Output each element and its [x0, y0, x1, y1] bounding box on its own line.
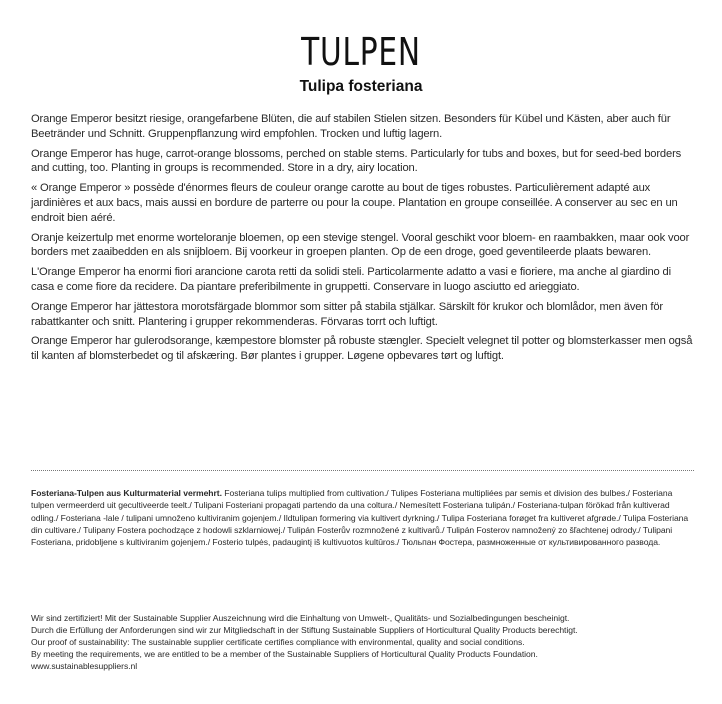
- description-sv: Orange Emperor har jättestora morotsfärgade blommor som sitter på stabila stjälkar. Särskilt för krukor och blomlådor, men även för rabattkanter och snitt. Plantering i grupper rekommenderas. Förvaras torrt och luftigt.: [31, 300, 663, 328]
- certification-line-de-2: Durch die Erfüllung der Anforderungen sind wir zur Mitgliedschaft in der Stiftung Sustainable Suppliers of Horticultural Quality Products berechtigt.: [31, 625, 578, 636]
- description-en: Orange Emperor has huge, carrot-orange blossoms, perched on stable stems. Particularly for tubs and boxes, but for seed-bed borders and cutting, too. Planting in groups is recommended. Store in a dry, airy location.: [31, 147, 682, 175]
- description-fr: « Orange Emperor » possède d'énormes fleurs de couleur orange carotte au bout de tiges robustes. Particulièrement adapté aux jardinières et aux bacs, mais aussi en bordure de parterre ou pour la coupe. Plantation en groupe conseillée. A conserver au sec en un endroit bien aéré.: [31, 182, 678, 224]
- certification-line-en-1: Our proof of sustainability: The sustainable supplier certificate certifies compliance with environmental, quality and social conditions.: [31, 637, 525, 648]
- description-list: [31, 112, 696, 369]
- certification-line-en-2: By meeting the requirements, we are entitled to be a member of the Sustainable Suppliers of Horticultural Quality Products Foundation.: [31, 649, 538, 660]
- dotted-divider: [31, 470, 694, 471]
- description-nl: Oranje keizertulp met enorme worteloranje bloemen, op een stevige stengel. Vooral geschikt voor bloem- en raambakken, maar ook voor borders met zaaibedden en als snijbloem. Bij voorkeur in groepen planten. Op de een droge, goed geventileerde plaats bewaren.: [31, 231, 690, 259]
- certification-note: [31, 612, 696, 672]
- multiplication-note: [31, 487, 696, 548]
- description-de: Orange Emperor besitzt riesige, orangefarbene Blüten, die auf stabilen Stielen sitzen. Besonders für Kübel und Kästen, aber auch für Beetränder und Schnitt. Gruppenpflanzung wird empfohlen. Trocken und luftig lagern.: [31, 113, 671, 140]
- botanical-name: Tulipa fosteriana: [299, 78, 423, 95]
- certification-line-de-1: Wir sind zertifiziert! Mit der Sustainable Supplier Auszeichnung wird die Einhaltung von Umwelt-, Qualitäts- und Sozialbedingungen bescheinigt.: [31, 613, 570, 623]
- description-it: L'Orange Emperor ha enormi fiori arancione carota retti da solidi steli. Particolarmente adatto a vasi e fioriere, ma anche al giardino di casa e come fiore da recidere. Da piantare preferibilmente in gruppetti. Conservare in luogo asciutto ed arieggiato.: [31, 266, 671, 293]
- multiplication-note-text: Fosteriana tulips multiplied from cultivation./ Tulipes Fosteriana multipliées par semis et division des bulbes./ Fosteriana tulpen vermeerderd uit gecultiveerde teelt./ Tulipani Fosteriani propagati partendo da una coltura./ Nemesített Fosteriana tulipán./ Fosteriana-tulpan förökad från kultiverad odling./ Fosteriana -lale / tulipani umnoženo kultiviranim gojenjem./ Ildtulipan formering via kultivert dyrkning./ Tulipa Fosteriana forøget fra kultiveret afgrøde./ Tulipa Fosteriana din cultivare./ Tulipany Fostera pochodzące z hodowli szklarniowej./ Tulipán Fosterův rozmnožené z kultivarů./ Tulipán Fosterov namnožený zo šľachtenej odrody./ Tulipani Fosteriana, pridobljene s kultiviranim gojenjem./ Fosterio tulpės, padaugintį iš kultivuotos kultūros./ Тюльпан Фостера, размноженные от культивированного развода.: [31, 488, 689, 548]
- description-da: Orange Emperor har gulerodsorange, kæmpestore blomster på robuste stængler. Specielt velegnet til potter og blomsterkasser men også til kanten af blomsterbedet og til afskæring. Bør plantes i grupper. Løgene opbevares tørt og luftigt.: [31, 335, 693, 363]
- multiplication-note-lead: Fosteriana-Tulpen aus Kulturmaterial vermehrt.: [31, 488, 222, 498]
- certification-website: www.sustainablesuppliers.nl: [31, 661, 138, 672]
- page-title: TULPEN: [301, 30, 421, 74]
